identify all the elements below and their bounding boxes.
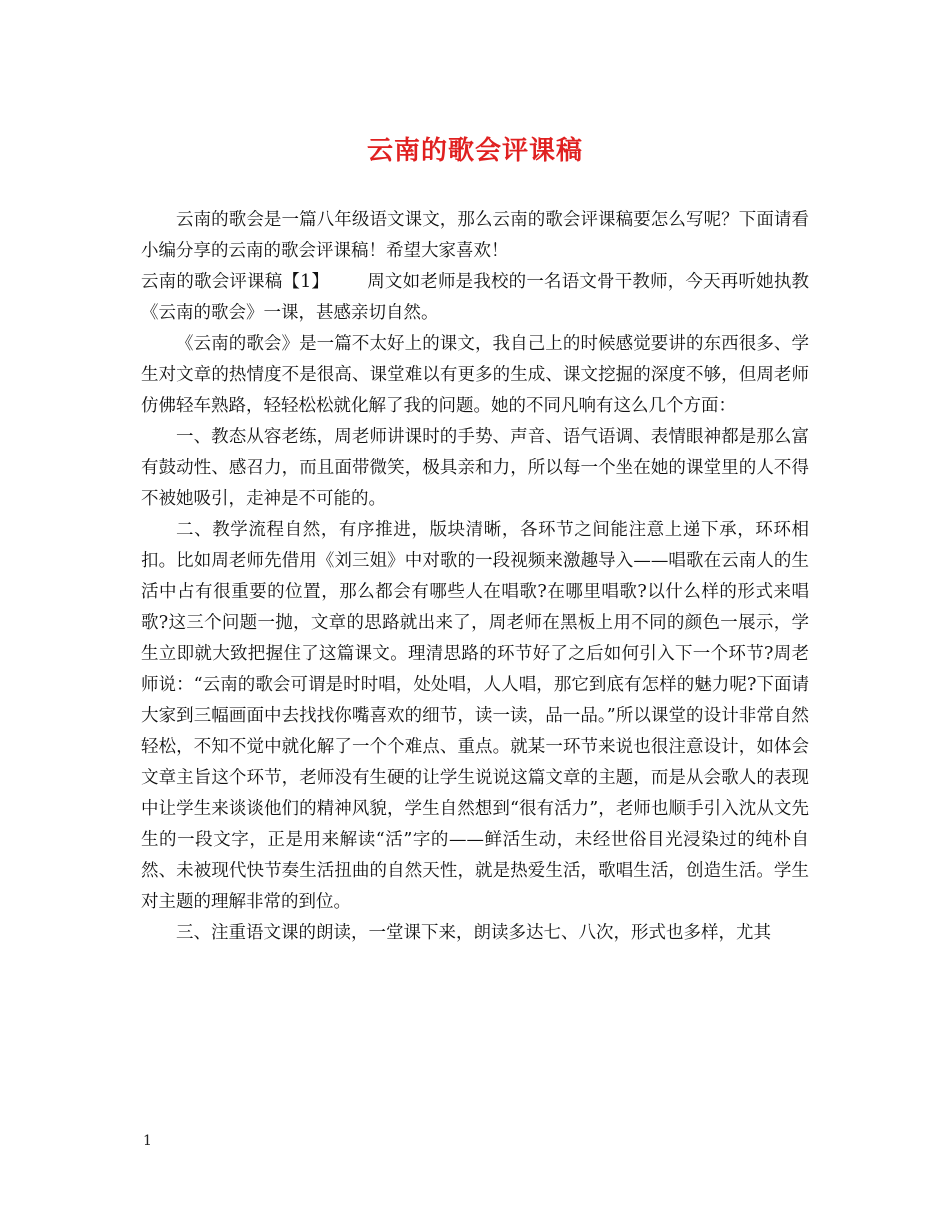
document-title: 云南的歌会评课稿 <box>366 136 583 166</box>
section-label: 云南的歌会评课稿【1】 <box>141 272 330 292</box>
page-number: 1 <box>143 1133 152 1149</box>
section-text: 周文如老师是我校的一名语文骨干教师，今天再听她执教《云南的歌会》一课，甚感亲切自然。 <box>141 272 809 323</box>
body-paragraph-3: 二、教学流程自然，有序推进，版块清晰，各环节之间能注意上递下承，环环相扣。比如周老师先借用《刘三姐》中对歌的一段视频来激趣导入——唱歌在云南人的生活中占有很重要的位置，那么都会有哪些人在唱歌?在哪里唱歌?以什么样的形式来唱歌?这三个问题一抛，文章的思路就出来了，周老师在黑板上用不同的颜色一展示，学生立即就大致把握住了这篇课文。理清思路的环节好了之后如何引入下一个环节?周老师说：“云南的歌会可谓是时时唱，处处唱，人人唱，那它到底有怎样的魅力呢?下面请大家到三幅画面中去找找你嘴喜欢的细节，读一读，品一品。”所以课堂的设计非常自然轻松，不知不觉中就化解了一个个难点、重点。就某一环节来说也很注意设计，如体会文章主旨这个环节，老师没有生硬的让学生说说这篇文章的主题，而是从会歌人的表现中让学生来谈谈他们的精神风貌，学生自然想到“很有活力”，老师也顺手引入沈从文先生的一段文字，正是用来解读“活”字的——鲜活生动，未经世俗目光浸染过的纯朴自然、未被现代快节奏生活扭曲的自然天性，就是热爱生活，歌唱生活，创造生活。学生对主题的理解非常的到位。 <box>141 520 809 912</box>
body-paragraph-2: 一、教态从容老练，周老师讲课时的手势、声音、语气语调、表情眼神都是那么富有鼓动性、感召力，而且面带微笑，极具亲和力，所以每一个坐在她的课堂里的人不得不被她吸引，走神是不可能的。 <box>141 427 809 509</box>
body-paragraph-4: 三、注重语文课的朗读，一堂课下来，朗读多达七、八次，形式也多样，尤其 <box>176 923 771 943</box>
body-paragraph-1: 《云南的歌会》是一篇不太好上的课文，我自己上的时候感觉要讲的东西很多、学生对文章的热情度不是很高、课堂难以有更多的生成、课文挖掘的深度不够，但周老师仿佛轻车熟路，轻轻松松就化解了我的问题。她的不同凡响有这么几个方面： <box>141 334 809 416</box>
section-heading-paragraph <box>141 267 809 329</box>
document-body <box>141 205 809 949</box>
intro-paragraph: 云南的歌会是一篇八年级语文课文，那么云南的歌会评课稿要怎么写呢？下面请看小编分享的云南的歌会评课稿！希望大家喜欢！ <box>141 210 809 261</box>
